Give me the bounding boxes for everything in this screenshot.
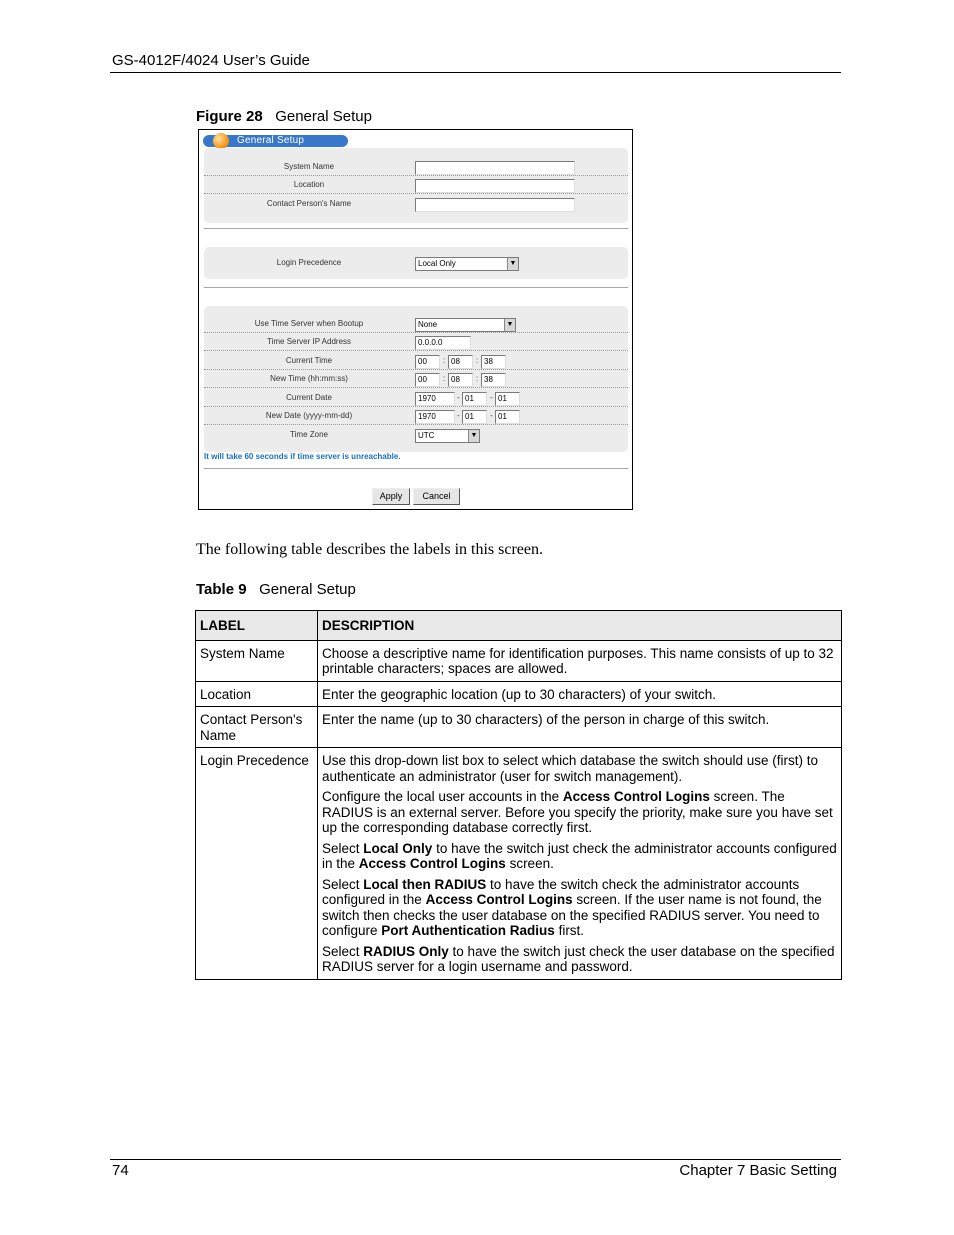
bold-term: Port Authentication Radius bbox=[381, 923, 555, 938]
date-separator: - bbox=[490, 393, 493, 402]
contact-label: Contact Person's Name bbox=[266, 199, 352, 208]
login-panel bbox=[204, 247, 628, 279]
current-time-label: Current Time bbox=[285, 356, 333, 365]
new-hour-input[interactable]: 00 bbox=[415, 373, 440, 387]
text: first. bbox=[554, 923, 585, 938]
table-header-row bbox=[196, 611, 842, 641]
login-precedence-row bbox=[204, 254, 628, 272]
contact-row bbox=[204, 195, 628, 213]
date-separator: - bbox=[457, 411, 460, 420]
row-description: Enter the geographic location (up to 30 characters) of your switch. bbox=[318, 681, 842, 707]
time-zone-label: Time Zone bbox=[290, 430, 328, 439]
time-server-note: It will take 60 seconds if time server is unreachable. bbox=[204, 452, 401, 461]
divider bbox=[204, 287, 628, 288]
table-row bbox=[196, 681, 842, 707]
row-label: Contact Person's Name bbox=[196, 707, 318, 748]
chapter-title: Chapter 7 Basic Setting bbox=[679, 1162, 837, 1179]
current-date-row bbox=[204, 389, 628, 407]
row-label: Location bbox=[196, 681, 318, 707]
time-server-ip-row bbox=[204, 333, 628, 351]
date-separator: - bbox=[490, 411, 493, 420]
figure-caption bbox=[196, 108, 372, 125]
text: screen. bbox=[505, 856, 554, 871]
text: screen. The RADIUS is an external server. Before you specify the priority, make sure you have set up the corresponding database correctly first. bbox=[322, 789, 833, 835]
system-name-input[interactable] bbox=[415, 161, 575, 175]
bold-term: Access Control Logins bbox=[425, 892, 573, 907]
time-server-ip-input[interactable]: 0.0.0.0 bbox=[415, 336, 471, 350]
table-title: General Setup bbox=[259, 581, 356, 598]
row-description: Choose a descriptive name for identification purposes. This name consists of up to 32 printable characters; spaces are allowed. bbox=[318, 640, 842, 681]
use-time-server-label: Use Time Server when Bootup bbox=[254, 319, 364, 328]
current-date-label: Current Date bbox=[286, 393, 332, 402]
current-minute-input[interactable]: 08 bbox=[448, 355, 473, 369]
figure-label: Figure 28 bbox=[196, 108, 263, 125]
current-hour-input[interactable]: 00 bbox=[415, 355, 440, 369]
login-precedence-select[interactable] bbox=[415, 257, 519, 271]
text: Select bbox=[322, 840, 364, 856]
header-rule bbox=[110, 72, 841, 73]
new-second-input[interactable]: 38 bbox=[481, 373, 506, 387]
current-second-input[interactable]: 38 bbox=[481, 355, 506, 369]
time-separator: : bbox=[476, 374, 479, 383]
new-day-input[interactable]: 01 bbox=[495, 410, 520, 424]
use-time-server-select[interactable] bbox=[415, 318, 516, 332]
login-desc-p5 bbox=[322, 944, 837, 975]
document-header-title: GS-4012F/4024 User’s Guide bbox=[112, 52, 310, 69]
time-zone-value: UTC bbox=[418, 431, 435, 440]
intro-paragraph: The following table describes the labels in this screen. bbox=[196, 541, 544, 558]
bold-term: Access Control Logins bbox=[358, 856, 506, 871]
footer-rule bbox=[110, 1159, 841, 1160]
current-month-input[interactable]: 01 bbox=[462, 392, 487, 406]
row-description bbox=[318, 748, 842, 980]
login-desc-p1: Use this drop-down list box to select which database the switch should use (first) to authenticate an administrator (user for switch management). bbox=[322, 753, 818, 784]
system-name-label: System Name bbox=[283, 162, 335, 171]
use-time-server-value: None bbox=[418, 320, 438, 329]
current-year-input[interactable]: 1970 bbox=[415, 392, 455, 406]
text: Select bbox=[322, 876, 364, 892]
text: to have the switch just check the administrator accounts configured in the bbox=[322, 840, 837, 871]
contact-input[interactable] bbox=[415, 198, 575, 212]
apply-button[interactable]: Apply bbox=[372, 488, 410, 505]
use-time-server-row bbox=[204, 315, 628, 333]
login-desc-p2 bbox=[322, 789, 837, 836]
time-separator: : bbox=[443, 356, 446, 365]
table-label: Table 9 bbox=[196, 581, 247, 598]
table-caption bbox=[196, 581, 356, 598]
new-time-label: New Time (hh:mm:ss) bbox=[270, 374, 348, 383]
new-date-label: New Date (yyyy-mm-dd) bbox=[265, 411, 353, 420]
label-column-header: LABEL bbox=[196, 611, 318, 641]
time-panel bbox=[204, 306, 628, 452]
figure-title: General Setup bbox=[275, 108, 372, 125]
login-precedence-value: Local Only bbox=[418, 259, 456, 268]
text: Configure the local user accounts in the bbox=[322, 789, 563, 804]
page-number: 74 bbox=[112, 1162, 129, 1179]
description-table bbox=[195, 610, 842, 980]
text: screen. If the user name is not found, the switch then checks the user database on the specified RADIUS server. You need to configure bbox=[322, 892, 822, 938]
login-desc-p4 bbox=[322, 877, 837, 939]
location-row bbox=[204, 176, 628, 194]
login-precedence-label: Login Precedence bbox=[276, 258, 342, 267]
time-server-ip-label: Time Server IP Address bbox=[266, 337, 352, 346]
system-name-row bbox=[204, 158, 628, 176]
description-column-header: DESCRIPTION bbox=[318, 611, 842, 641]
general-setup-screenshot bbox=[198, 129, 633, 510]
time-separator: : bbox=[443, 374, 446, 383]
cancel-button[interactable]: Cancel bbox=[413, 488, 460, 505]
divider bbox=[204, 468, 628, 469]
login-desc-p3 bbox=[322, 841, 837, 872]
current-day-input[interactable]: 01 bbox=[495, 392, 520, 406]
bold-term: Local Only bbox=[363, 840, 433, 856]
location-label: Location bbox=[293, 180, 325, 189]
row-label: System Name bbox=[196, 640, 318, 681]
row-label: Login Precedence bbox=[196, 748, 318, 980]
identity-panel bbox=[204, 148, 628, 223]
table-row bbox=[196, 707, 842, 748]
time-zone-select[interactable] bbox=[415, 429, 480, 443]
text: to have the switch check the administrator accounts configured in the bbox=[322, 876, 800, 907]
time-separator: : bbox=[476, 356, 479, 365]
new-minute-input[interactable]: 08 bbox=[448, 373, 473, 387]
location-input[interactable] bbox=[415, 179, 575, 193]
time-zone-row bbox=[204, 426, 628, 444]
orange-orb-icon bbox=[213, 133, 229, 149]
row-description: Enter the name (up to 30 characters) of the person in charge of this switch. bbox=[318, 707, 842, 748]
table-row bbox=[196, 640, 842, 681]
bold-term: Local then RADIUS bbox=[363, 876, 487, 892]
section-title: General Setup bbox=[237, 135, 305, 146]
text: to have the switch just check the user database on the specified RADIUS server for a login username and password. bbox=[322, 943, 835, 974]
new-time-row bbox=[204, 370, 628, 388]
bold-term: RADIUS Only bbox=[363, 943, 449, 959]
new-month-input[interactable]: 01 bbox=[462, 410, 487, 424]
new-year-input[interactable]: 1970 bbox=[415, 410, 455, 424]
new-date-row bbox=[204, 407, 628, 425]
bold-term: Access Control Logins bbox=[562, 789, 710, 804]
table-row bbox=[196, 748, 842, 980]
divider bbox=[204, 228, 628, 229]
date-separator: - bbox=[457, 393, 460, 402]
text: Select bbox=[322, 943, 364, 959]
dropdown-arrow-icon: ▼ bbox=[468, 430, 479, 442]
current-time-row bbox=[204, 352, 628, 370]
dropdown-arrow-icon: ▼ bbox=[507, 258, 518, 270]
dropdown-arrow-icon: ▼ bbox=[504, 319, 515, 331]
